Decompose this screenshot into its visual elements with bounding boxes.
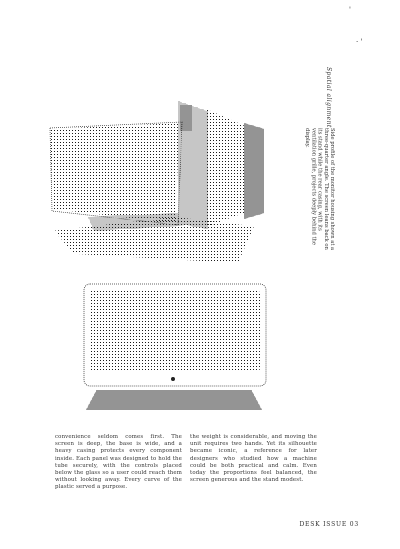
monitor-front-figure (82, 282, 272, 412)
monitor-front-base (86, 390, 262, 410)
vent-grille-top (180, 105, 192, 131)
monitor-profile-figure (48, 95, 270, 263)
caption-title: Spatial alignment (325, 67, 332, 128)
monitor-casing-depth (206, 109, 244, 227)
monitor-front-screen (90, 290, 260, 372)
body-text-left-column: convenience seldom comes first. The screen is deep, the base is wide, and a heavy casing protects every component inside. Each panel was designed to hold the tube securely, with the controls placed below the glass so a user could reach them without looking away. Every curve of the plastic served a purpose. (55, 434, 182, 491)
screen-bezel-outline (48, 121, 184, 227)
corner-mark-side: · ' (356, 38, 363, 46)
body-text-right-column: the weight is considerable, and moving the unit requires two hands. Yet its silhouette became iconic, a reference for later designers who studied how a machine could be both practical and calm. Even today the proportions feel balanced, the screen generous and the stand modest. (190, 434, 317, 484)
caption-body: Side profile of the monitor housing shown at a three-quarter angle. The screen leans back on its stand while the rear casing, with its ventilation grille, projects deeply behind the display. (304, 128, 335, 251)
power-indicator-icon (171, 377, 175, 381)
rear-grille (244, 123, 264, 219)
running-footer: DESK ISSUE 03 (299, 521, 359, 528)
corner-mark-top: ' (349, 6, 351, 14)
